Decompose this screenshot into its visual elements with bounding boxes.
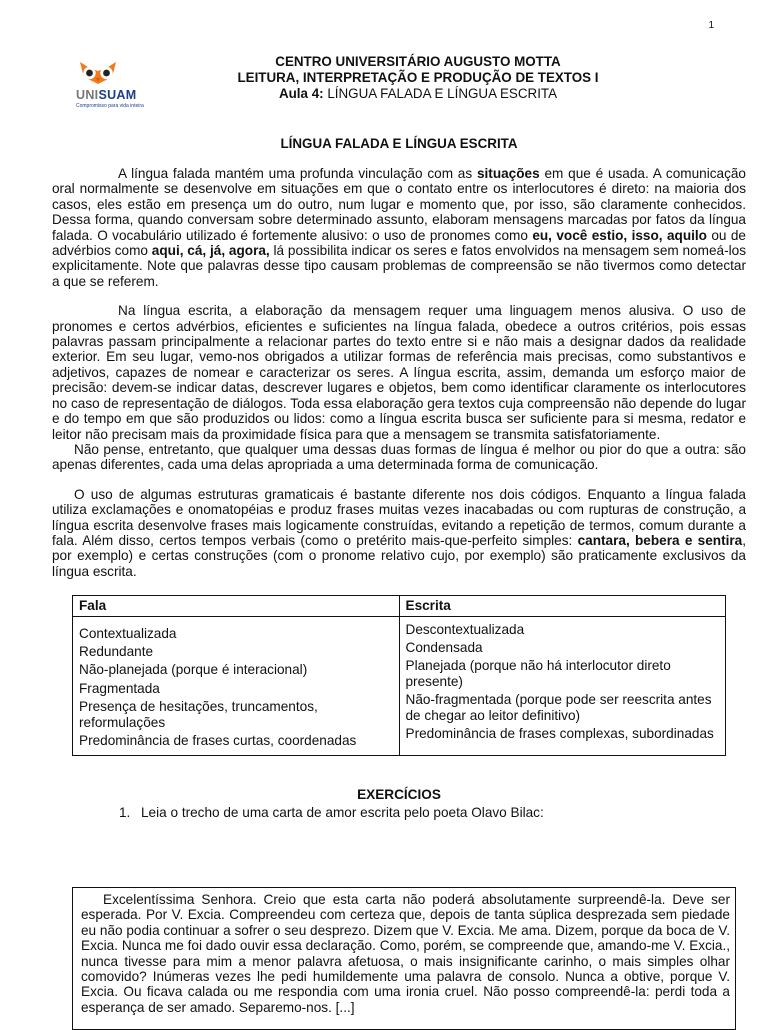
paragraph-4: O uso de algumas estruturas gramaticais é bastante diferente nos dois códigos. Enquanto a língua falada utiliza exclamações e onomatopéias e produz frases muitas vezes inacabadas ou com rupturas de construção, a língua escrita desenvolve frases mais logicamente construídas, evitando a repetição de termos, comum durante a fala. Além disso, certos tempos verbais (como o pretérito mais-que-perfeito simples: cantara, bebera e sentira, por exemplo) e certas construções (com o pronome relativo cujo, por exemplo) são praticamente exclusivos da língua escrita. — [52, 486, 747, 579]
list-item: Contextualizada — [79, 625, 177, 641]
list-item: Presença de hesitações, truncamentos, reformulações — [79, 699, 318, 730]
logo-wordmark: UNISUAM — [76, 88, 137, 102]
exercise-text: Leia o trecho de uma carta de amor escrita pelo poeta Olavo Bilac: — [141, 804, 544, 820]
exercises-title: EXERCÍCIOS — [357, 787, 441, 803]
list-item: Não-fragmentada (porque pode ser reescrita antes de chegar ao leitor definitivo) — [405, 692, 712, 723]
exercise-item-1 — [52, 805, 746, 820]
escrita-cell — [399, 616, 726, 756]
list-item: Não-planejada (porque é interacional) — [79, 662, 308, 678]
owl-icon — [76, 58, 120, 88]
lesson-title: LÍNGUA FALADA E LÍNGUA ESCRITA — [323, 86, 558, 101]
paragraph-1: A língua falada mantém uma profunda vinculação com as situações em que é usada. A comunicação oral normalmente se desenvolve em situações em que o contato entre os interlocutores é direto: na maioria dos casos, eles estão em presença um do outro, num lugar e momento que, por isso, são claramente conhecidos. Dessa forma, quando conversam sobre determinado assunto, elaboram mensagens marcadas por fatos da língua falada. O vocabulário utilizado é fortemente alusivo: o uso de pronomes como eu, você estio, isso, aquilo ou de advérbios como aqui, cá, já, agora, lá possibilita indicar os seres e fatos envolvidos na mensagem sem nomeá-los explicitamente. Note que palavras desse tipo causam problemas de compreensão se não tivermos como detectar a que se referem. — [52, 166, 746, 289]
list-item: Planejada (porque não há interlocutor direto presente) — [405, 658, 671, 689]
logo-slogan: Compromisso para vida inteira — [76, 103, 144, 110]
list-item: Descontextualizada — [405, 621, 525, 637]
fala-cell — [73, 616, 400, 756]
column-header-escrita: Escrita — [399, 596, 726, 616]
document-body — [52, 136, 746, 820]
list-item: Fragmentada — [79, 680, 160, 696]
list-item: Redundante — [79, 643, 154, 659]
course-name: LEITURA, INTERPRETAÇÃO E PRODUÇÃO DE TEXTOS I — [237, 70, 599, 85]
list-item: Predominância de frases complexas, subordinadas — [405, 726, 714, 741]
comparison-table — [72, 595, 726, 756]
column-header-fala: Fala — [73, 596, 400, 616]
list-item: Condensada — [405, 639, 483, 655]
lesson-line — [160, 86, 676, 102]
document-header — [160, 54, 676, 102]
institution-name: CENTRO UNIVERSITÁRIO AUGUSTO MOTTA — [275, 54, 561, 69]
page-number: 1 — [708, 20, 714, 31]
section-title: LÍNGUA FALADA E LÍNGUA ESCRITA — [280, 136, 518, 151]
letter-excerpt-box — [72, 887, 736, 1030]
lesson-label: Aula 4: — [278, 86, 324, 101]
letter-text: Excelentíssima Senhora. Creio que esta carta não poderá absolutamente surpreendê-la. Deve ser esperada. Por V. Excia. Compreendeu com certeza que, depois de tanta súplica desprezada sem piedade eu não podia continuar a sofrer o seu desprezo. Dizem que V. Excia. Me ama. Dizem, porque da boca de V. Excia. Nunca me foi dado ouvir essa declaração. Como, porém, se compreende que, amando-me V. Excia., nunca tivesse para mim a menor palavra afetuosa, o mais insignificante carinho, o mais simples olhar comovido? Inúmeras vezes lhe pedi humildemente uma palavra de consolo. Nunca a obtive, porque V. Excia. Ou ficava calada ou me respondia com uma ironia cruel. Não posso compreendê-la: perdi toda a esperança de ser amado. Separemo-nos. [...] — [81, 892, 730, 1015]
list-item: Predominância de frases curtas, coordenadas — [79, 733, 357, 748]
paragraph-2: Na língua escrita, a elaboração da mensagem requer uma linguagem menos alusiva. O uso de pronomes e certos advérbios, eficientes e suficientes na língua falada, obedece a outros critérios, pois essas palavras passam principalmente a relacionar partes do texto entre si e não mais a designar dados da realidade exterior. Em seu lugar, vemo-nos obrigados a utilizar formas de referência mais precisas, como substantivos e adjetivos, capazes de nomear e caracterizar os seres. A língua escrita, assim, demanda um esforço maior de precisão: devem-se indicar datas, descrever lugares e objetos, bem como identificar claramente os interlocutores no caso de representação de diálogos. Toda essa elaboração gera textos cuja compreensão não depende do lugar e do tempo em que são produzidos ou lidos: como a língua escrita busca ser suficiente para si mesma, redator e leitor não precisam mais da proximidade física para que a mensagem se transmita satisfatoriamente. — [52, 303, 746, 442]
exercise-number: 1. — [119, 804, 131, 820]
unisuam-logo — [76, 58, 150, 118]
paragraph-3: Não pense, entretanto, que qualquer uma dessas duas formas de língua é melhor ou pior do que a outra: são apenas diferentes, cada uma delas apropriada a uma determinada forma de comunicação. — [52, 441, 746, 473]
